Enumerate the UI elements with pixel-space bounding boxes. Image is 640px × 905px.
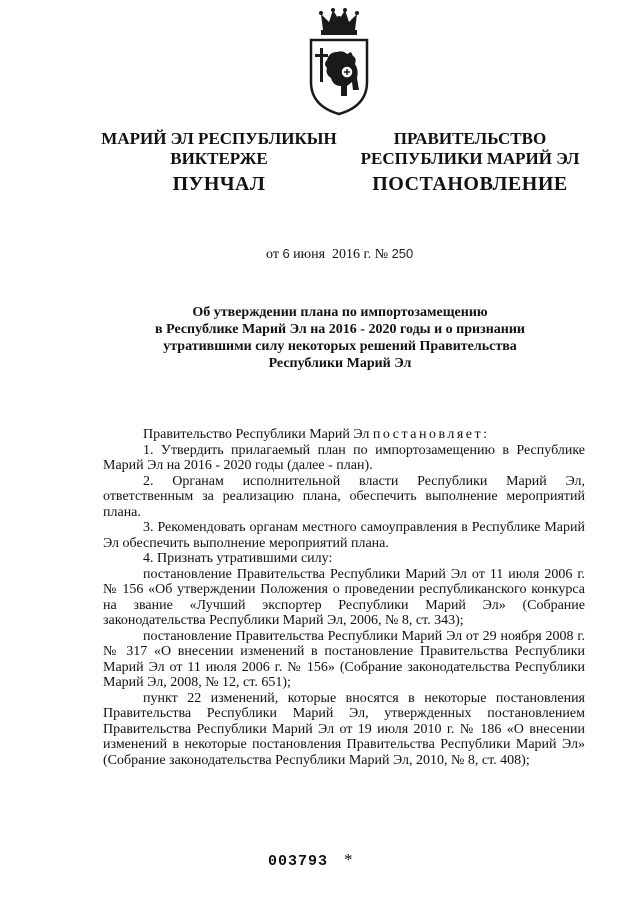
header-right-line1: ПРАВИТЕЛЬСТВО [393, 129, 547, 148]
body-paragraph-5: постановление Правительства Республики Марий Эл от 11 июля 2006 г. № 156 «Об утверждении Положения о проведении республиканского конкурса на звание «Лучший экспортер Республики Марий Эл» (Собрание законодательства Республики Марий Эл, 2006, № 8, ст. 343); [103, 566, 585, 628]
date-day: 6 [282, 246, 290, 261]
body-intro [103, 427, 585, 443]
body-paragraph-1: 1. Утвердить прилагаемый план по импортозамещению в Республике Марий Эл на 2016 - 2020 годы (далее - план). [103, 442, 585, 473]
header-right-doc-type: ПОСТАНОВЛЕНИЕ [372, 173, 568, 195]
header-right-authority [352, 129, 588, 169]
document-title [150, 304, 530, 372]
document-number: 250 [391, 246, 414, 261]
title-line-2: в Республике Марий Эл на 2016 - 2020 годы и о признании [155, 322, 525, 337]
title-line-4: Республики Марий Эл [268, 356, 412, 371]
header-right-line2: РЕСПУБЛИКИ МАРИЙ ЭЛ [360, 149, 580, 168]
header-left-line2: ВИКТЕРЖЕ [170, 149, 268, 168]
title-line-3: утратившими силу некоторых решений Правительства [163, 339, 517, 354]
body-paragraph-2: 2. Органам исполнительной власти Республики Марий Эл, ответственным за реализацию плана, обеспечить выполнение мероприятий плана. [103, 473, 585, 520]
intro-spaced: постановляет: [372, 427, 490, 442]
header-left-doc-type: ПУНЧАЛ [172, 173, 266, 195]
body-paragraph-7: пункт 22 изменений, которые вносятся в некоторые постановления Правительства Республики Марий Эл, утвержденных постановлением Правительства Республики Марий Эл от 19 июля 2010 г. № 186 «О внесении изменений в некоторые постановления Правительства Республики Марий Эл» (Собрание законодательства Республики Марий Эл, 2010, № 8, ст. 408); [103, 690, 585, 768]
body-paragraph-4: 4. Признать утратившими силу: [143, 551, 333, 566]
document-body [103, 427, 585, 768]
intro-prefix: Правительство Республики Марий Эл [143, 427, 370, 442]
coat-of-arms-icon [303, 8, 375, 116]
footer-serial-number: 003793 [268, 853, 329, 870]
body-paragraph-6: постановление Правительства Республики Марий Эл от 29 ноября 2008 г. № 317 «О внесении изменений в постановление Правительства Республики Марий Эл от 11 июля 2006 г. № 156» (Собрание законодательства Республики Марий Эл, 2008, № 12, ст. 651); [103, 628, 585, 690]
header-left-authority [96, 129, 342, 169]
date-month-year: июня 2016 г. № [293, 247, 389, 262]
body-paragraph-3: 3. Рекомендовать органам местного самоуправления в Республике Марий Эл обеспечить выполнение мероприятий плана. [103, 520, 585, 551]
title-line-1: Об утверждении плана по импортозамещению [192, 305, 488, 320]
document-dateline [266, 246, 413, 263]
date-prefix: от [266, 247, 279, 262]
header-left-line1: МАРИЙ ЭЛ РЕСПУБЛИКЫН [101, 129, 337, 148]
footer-mark: * [344, 850, 353, 869]
